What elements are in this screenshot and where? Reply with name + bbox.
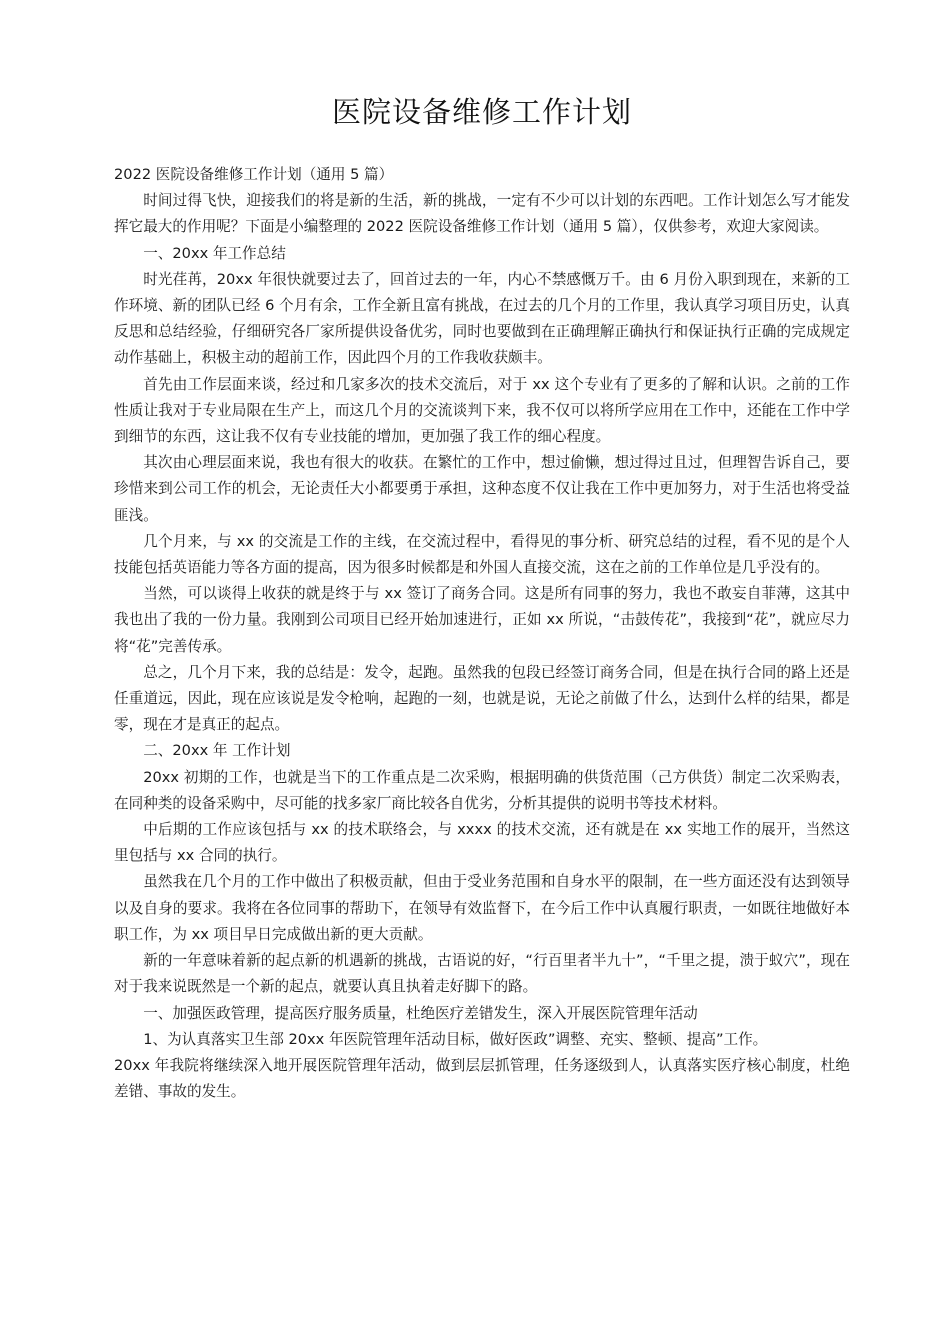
paragraph: 时光荏苒，20xx 年很快就要过去了，回首过去的一年，内心不禁感慨万千。由 6 月份入职到现在，来新的工作环境、新的团队已经 6 个月有余，工作全新且富有挑战，在过去的几个月的工作里，我认真学习项目历史，认真反思和总结经验，仔细研究各厂家所提供设备优劣，同时也要做到在正确理解正确执行和保证执行正确的完成规定动作基础上，积极主动的超前工作，因此四个月的工作我收获颇丰。 — [114, 270, 850, 367]
paragraph: 几个月来，与 xx 的交流是工作的主线，在交流过程中，看得见的事分析、研究总结的过程，看不见的是个人技能包括英语能力等各方面的提高，因为很多时候都是和外国人直接交流，这在之前的工作单位是几乎没有的。 — [114, 532, 850, 577]
paragraph: 中后期的工作应该包括与 xx 的技术联络会，与 xxxx 的技术交流，还有就是在 xx 实地工作的展开，当然这里包括与 xx 合同的执行。 — [114, 821, 850, 865]
paragraph: 20xx 初期的工作，也就是当下的工作重点是二次采购，根据明确的供货范围（己方供货）制定二次采购表，在同种类的设备采购中，尽可能的找多家厂商比较各自优劣，分析其提供的说明书等技术材料。 — [114, 768, 850, 812]
paragraph: 当然，可以谈得上收获的就是终于与 xx 签订了商务合同。这是所有同事的努力，我也不敢妄自菲薄，这其中我也出了我的一份力量。我刚到公司项目已经开始加速进行，正如 xx 所说，“击鼓传花”，我接到“花”，就应尽力将“花”完善传承。 — [114, 585, 850, 655]
paragraph: 虽然我在几个月的工作中做出了积极贡献，但由于受业务范围和自身水平的限制，在一些方面还没有达到领导以及自身的要求。我将在各位同事的帮助下，在领导有效监督下，在今后工作中认真履行职责，一如既往地做好本职工作，为 xx 项目早日完成做出新的更大贡献。 — [114, 873, 850, 943]
section-heading-plan: 二、20xx 年 工作计划 — [143, 742, 291, 760]
paragraph-intro: 时间过得飞快，迎接我们的将是新的生活，新的挑战，一定有不少可以计划的东西吧。工作计划怎么写才能发挥它最大的作用呢？下面是小编整理的 2022 医院设备维修工作计划（通用 5 篇），仅供参考，欢迎大家阅读。 — [114, 192, 850, 236]
paragraph: 首先由工作层面来谈，经过和几家多次的技术交流后，对于 xx 这个专业有了更多的了解和认识。之前的工作性质让我对于专业局限在生产上，而这几个月的交流谈判下来，我不仅可以将所学应用在工作中，还能在工作中学到细节的东西，这让我不仅有专业技能的增加，更加强了我工作的细心程度。 — [114, 375, 850, 446]
section-heading-summary: 一、20xx 年工作总结 — [143, 244, 286, 262]
section-heading-management: 一、加强医政管理，提高医疗服务质量，杜绝医疗差错发生，深入开展医院管理年活动 — [143, 1004, 698, 1022]
paragraph: 1、为认真落实卫生部 20xx 年医院管理年活动目标，做好医政”调整、充实、整顿、提高”工作。 — [143, 1030, 768, 1048]
paragraph: 新的一年意味着新的起点新的机遇新的挑战，古语说的好，“行百里者半九十”，“千里之提，溃于蚁穴”，现在对于我来说既然是一个新的起点，就要认真且执着走好脚下的路。 — [114, 952, 850, 996]
document-title: 医院设备维修工作计划 — [331, 95, 632, 129]
paragraph-final: 20xx 年我院将继续深入地开展医院管理年活动，做到层层抓管理，任务逐级到人，认真落实医疗核心制度，杜绝差错、事故的发生。 — [114, 1056, 850, 1101]
document-body — [114, 162, 850, 1105]
document-subtitle: 2022 医院设备维修工作计划（通用 5 篇） — [114, 166, 394, 183]
paragraph: 总之，几个月下来，我的总结是：发令，起跑。虽然我的包段已经签订商务合同，但是在执行合同的路上还是任重道远，因此，现在应该说是发令枪响，起跑的一刻，也就是说，无论之前做了什么，达到什么样的结果，都是零，现在才是真正的起点。 — [114, 663, 850, 734]
paragraph: 其次由心理层面来说，我也有很大的收获。在繁忙的工作中，想过偷懒，想过得过且过，但理智告诉自己，要珍惜来到公司工作的机会，无论责任大小都要勇于承担，这种态度不仅让我在工作中更加努力，对于生活也将受益匪浅。 — [114, 454, 850, 524]
